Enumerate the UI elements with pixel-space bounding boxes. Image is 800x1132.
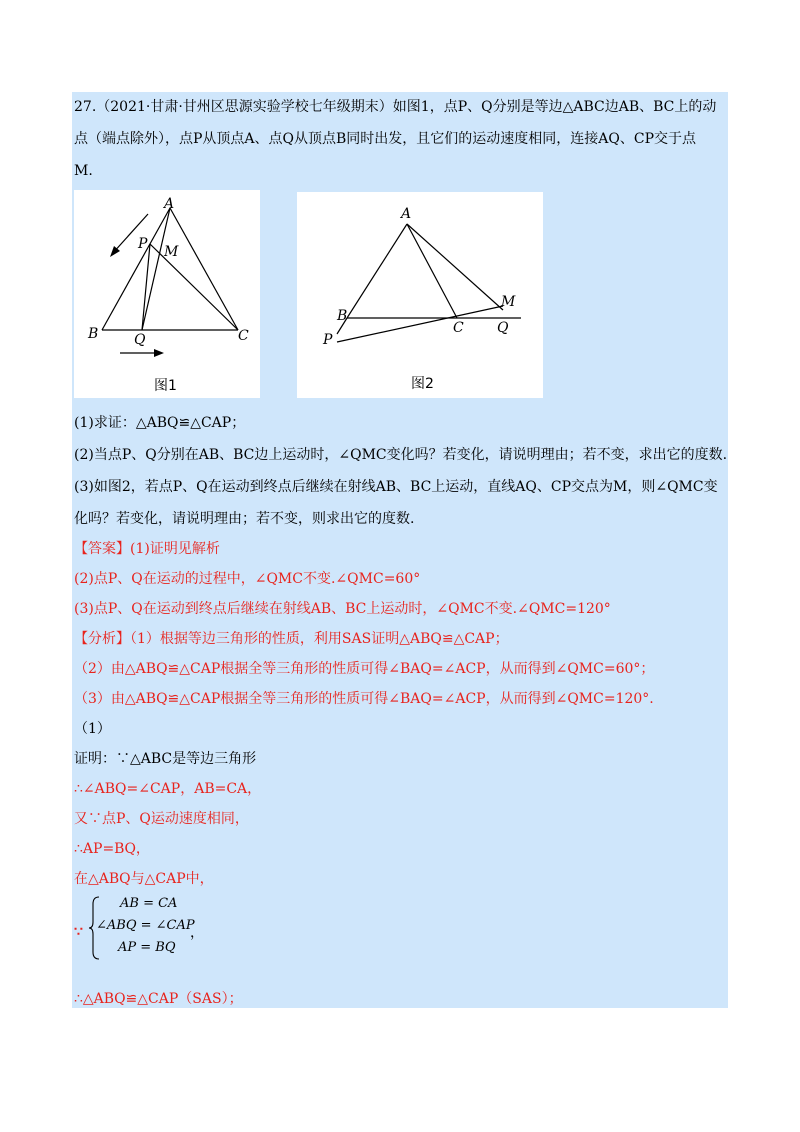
fig1-label-b: B <box>88 326 99 342</box>
question-3-line-2: 化吗？若变化，请说明理由；若不变，则求出它的度数. <box>74 511 415 527</box>
fig2-line-cp <box>337 306 503 342</box>
analysis-1: 【分析】（1）根据等边三角形的性质，利用SAS证明△ABQ≌△CAP； <box>74 631 509 647</box>
problem-line-1: 27.（2021·甘肃·甘州区思源实验学校七年级期末）如图1，点P、Q分别是等边△ABC边AB、BC上的动 <box>74 99 717 115</box>
solution-conclusion: ∴△ABQ≌△CAP（SAS）； <box>74 991 243 1007</box>
question-3-line-1: (3)如图2，若点P、Q在运动到终点后继续在射线AB、BC上运动，直线AQ、CP交点为M，则∠QMC变 <box>74 479 718 495</box>
fig1-label-m: M <box>164 244 179 260</box>
figure-1 <box>74 190 260 398</box>
analysis-2: （2）由△ABQ≌△CAP根据全等三角形的性质可得∠BAQ=∠ACP，从而得到∠QMC=60°； <box>74 661 655 677</box>
problem-line-3: M. <box>74 163 93 179</box>
fig2-label-q: Q <box>497 320 509 336</box>
fig2-label-p: P <box>323 332 333 348</box>
figure-2 <box>297 192 543 398</box>
question-2: (2)当点P、Q分别在AB、BC边上运动时，∠QMC变化吗？若变化，请说明理由；若不变，求出它的度数. <box>74 447 728 463</box>
fig2-side-ac <box>407 224 457 318</box>
fig2-line-aq <box>407 224 503 310</box>
because-symbol: ∵ <box>74 924 83 940</box>
fig1-label-c: C <box>238 328 249 344</box>
answer-1: 【答案】(1)证明见解析 <box>74 541 220 557</box>
solution-line-4: ∴AP=BQ， <box>74 841 150 857</box>
fig1-segment-aq <box>142 208 170 330</box>
question-1: (1)求证：△ABQ≌△CAP； <box>74 415 246 431</box>
fig2-label-a: A <box>401 206 412 222</box>
equation-system <box>74 886 274 966</box>
fig2-label-c: C <box>453 320 464 336</box>
fig1-caption: 图1 <box>154 378 177 394</box>
solution-part-label: （1） <box>74 721 111 737</box>
solution-line-1: 证明：∵△ABC是等边三角形 <box>74 751 257 767</box>
answer-2: (2)点P、Q在运动的过程中，∠QMC不变.∠QMC=60° <box>74 571 421 587</box>
fig2-side-ab <box>347 224 407 318</box>
solution-line-2: ∴∠ABQ=∠CAP，AB=CA， <box>74 781 262 797</box>
problem-line-2: 点（端点除外），点P从顶点A、点Q从顶点B同时出发，且它们的运动速度相同，连接AQ、CP交于点 <box>74 131 697 147</box>
system-eq-2: ∠ABQ = ∠CAP <box>96 918 195 933</box>
fig2-caption: 图2 <box>411 376 434 392</box>
answer-3: (3)点P、Q在运动到终点后继续在射线AB、BC上运动时，∠QMC不变.∠QMC=120° <box>74 601 611 617</box>
fig1-side-ab <box>102 208 170 330</box>
system-comma: ， <box>190 925 204 941</box>
fig1-arrow-q-head <box>154 349 164 357</box>
system-eq-1: AB = CA <box>120 896 178 911</box>
system-eq-3: AP = BQ <box>118 940 176 955</box>
fig1-label-p: P <box>138 236 148 252</box>
fig1-side-ac <box>170 208 238 330</box>
fig2-label-b: B <box>337 308 348 324</box>
analysis-3: （3）由△ABQ≌△CAP根据全等三角形的性质可得∠BAQ=∠ACP，从而得到∠QMC=120°. <box>74 691 654 707</box>
solution-line-5: 在△ABQ与△CAP中， <box>74 871 214 887</box>
fig1-label-q: Q <box>134 332 146 348</box>
solution-line-3: 又∵点P、Q运动速度相同， <box>74 811 249 827</box>
fig1-label-a: A <box>164 196 175 212</box>
fig2-label-m: M <box>501 294 516 310</box>
